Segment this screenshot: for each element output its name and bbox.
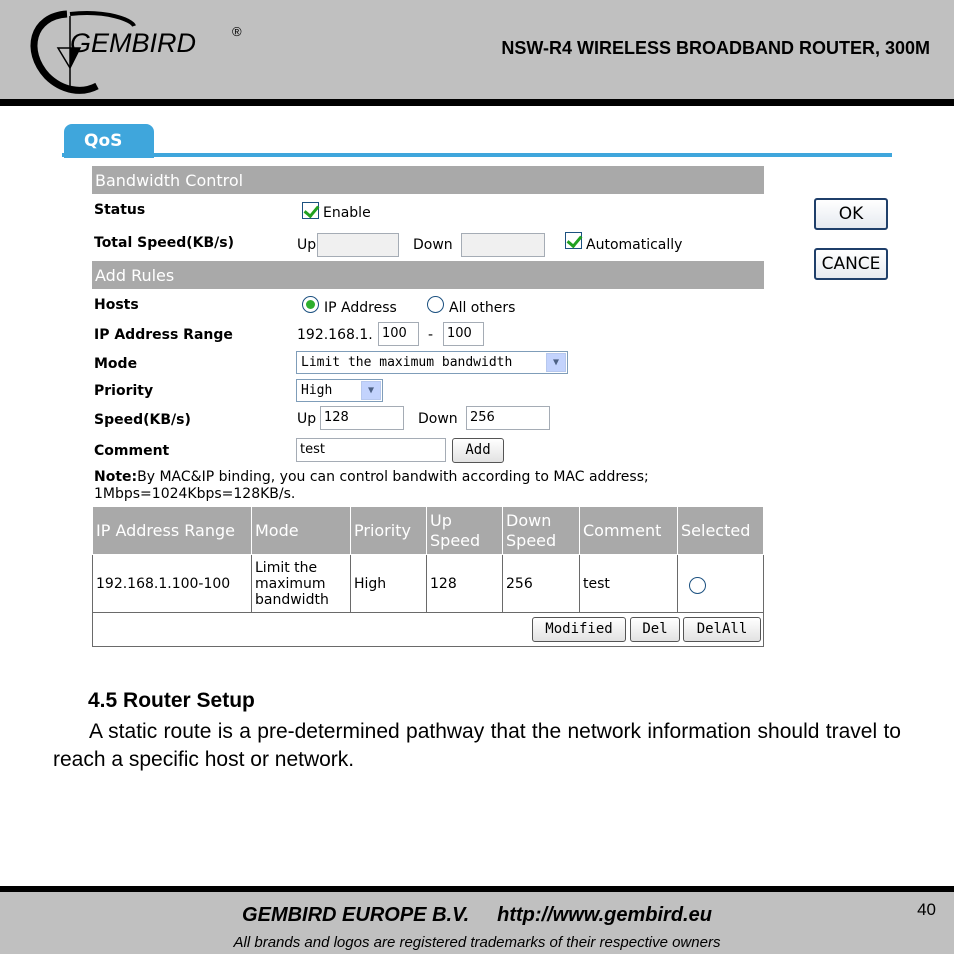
note-text: By MAC&IP binding, you can control bandwith according to MAC address; — [137, 469, 649, 485]
table-header-row — [93, 507, 764, 555]
total-up-label: Up — [297, 237, 317, 253]
rules-table — [92, 506, 764, 647]
ip-range-separator: - — [428, 327, 434, 343]
cell-comment: test — [580, 555, 678, 613]
bandwidth-control-header: Bandwidth Control — [92, 166, 764, 194]
brand-name: GEMBIRD — [70, 28, 197, 58]
priority-select[interactable] — [296, 379, 383, 402]
priority-select-value: High — [301, 383, 333, 398]
automatically-label: Automatically — [586, 237, 683, 253]
speed-up-label: Up — [297, 411, 317, 427]
note-bold: Note: — [94, 469, 138, 485]
ok-button[interactable]: OK — [814, 198, 888, 230]
col-mode: Mode — [252, 507, 351, 555]
ip-start-input[interactable]: 100 — [378, 322, 419, 346]
ip-prefix: 192.168.1. — [297, 327, 373, 343]
enable-label: Enable — [323, 205, 371, 221]
page-number: 40 — [917, 900, 936, 919]
chevron-down-icon: ▼ — [546, 353, 566, 372]
ip-range-label: IP Address Range — [94, 327, 233, 343]
col-priority: Priority — [351, 507, 427, 555]
col-ip-range: IP Address Range — [93, 507, 252, 555]
col-down-speed: Down Speed — [503, 507, 580, 555]
add-button[interactable]: Add — [452, 438, 504, 463]
del-button[interactable]: Del — [630, 617, 680, 642]
automatically-checkbox[interactable] — [565, 232, 582, 249]
note-line-2: 1Mbps=1024Kbps=128KB/s. — [94, 486, 296, 502]
document-title: NSW-R4 WIRELESS BROADBAND ROUTER, 300M — [501, 38, 930, 58]
host-all-label: All others — [449, 300, 516, 316]
host-all-radio[interactable] — [427, 296, 444, 313]
ip-end-input[interactable]: 100 — [443, 322, 484, 346]
table-footer-row — [93, 613, 764, 647]
router-qos-panel — [62, 122, 894, 662]
note-line-1 — [94, 469, 649, 485]
cell-ip-range: 192.168.1.100-100 — [93, 555, 252, 613]
footer-company: GEMBIRD EUROPE B.V. — [242, 904, 470, 926]
total-up-input[interactable] — [317, 233, 399, 257]
tab-underline — [62, 153, 892, 157]
section-heading: 4.5 Router Setup — [88, 689, 255, 712]
cell-up-speed: 128 — [427, 555, 503, 613]
speed-down-label: Down — [418, 411, 458, 427]
cell-down-speed: 256 — [503, 555, 580, 613]
row-select-radio[interactable] — [689, 577, 706, 594]
col-comment: Comment — [580, 507, 678, 555]
col-selected: Selected — [678, 507, 764, 555]
table-row — [93, 555, 764, 613]
total-speed-label: Total Speed(KB/s) — [94, 235, 234, 251]
page-header — [0, 0, 954, 106]
footer-url[interactable]: http://www.gembird.eu — [497, 904, 712, 926]
footer-main — [0, 904, 954, 927]
delall-button[interactable]: DelAll — [683, 617, 761, 642]
col-up-speed: Up Speed — [427, 507, 503, 555]
cell-mode: Limit the maximum bandwidth — [252, 555, 351, 613]
cell-priority: High — [351, 555, 427, 613]
page-footer — [0, 886, 954, 954]
total-down-label: Down — [413, 237, 453, 253]
chevron-down-icon: ▼ — [361, 381, 381, 400]
footer-trademark: All brands and logos are registered trademarks of their respective owners — [233, 934, 721, 951]
table-actions-cell — [93, 613, 764, 647]
mode-select[interactable] — [296, 351, 568, 374]
comment-label: Comment — [94, 443, 170, 459]
cell-selected — [678, 555, 764, 613]
modified-button[interactable]: Modified — [532, 617, 626, 642]
mode-label: Mode — [94, 356, 138, 372]
mode-select-value: Limit the maximum bandwidth — [301, 355, 513, 370]
hosts-label: Hosts — [94, 297, 139, 313]
total-down-input[interactable] — [461, 233, 545, 257]
enable-checkbox[interactable] — [302, 202, 319, 219]
tab-qos[interactable]: QoS — [64, 124, 154, 158]
comment-input[interactable]: test — [296, 438, 446, 462]
status-label: Status — [94, 202, 146, 218]
speed-down-input[interactable]: 256 — [466, 406, 550, 430]
section-paragraph: A static route is a pre-determined pathway that the network information should travel to reach a specific host or network. — [53, 720, 901, 771]
speed-up-input[interactable]: 128 — [320, 406, 404, 430]
speed-label: Speed(KB/s) — [94, 412, 191, 428]
cancel-button[interactable]: CANCE — [814, 248, 888, 280]
priority-label: Priority — [94, 383, 154, 399]
host-ip-label: IP Address — [324, 300, 397, 316]
host-ip-radio[interactable] — [302, 296, 319, 313]
add-rules-header: Add Rules — [92, 261, 764, 289]
registered-mark: ® — [232, 24, 242, 39]
